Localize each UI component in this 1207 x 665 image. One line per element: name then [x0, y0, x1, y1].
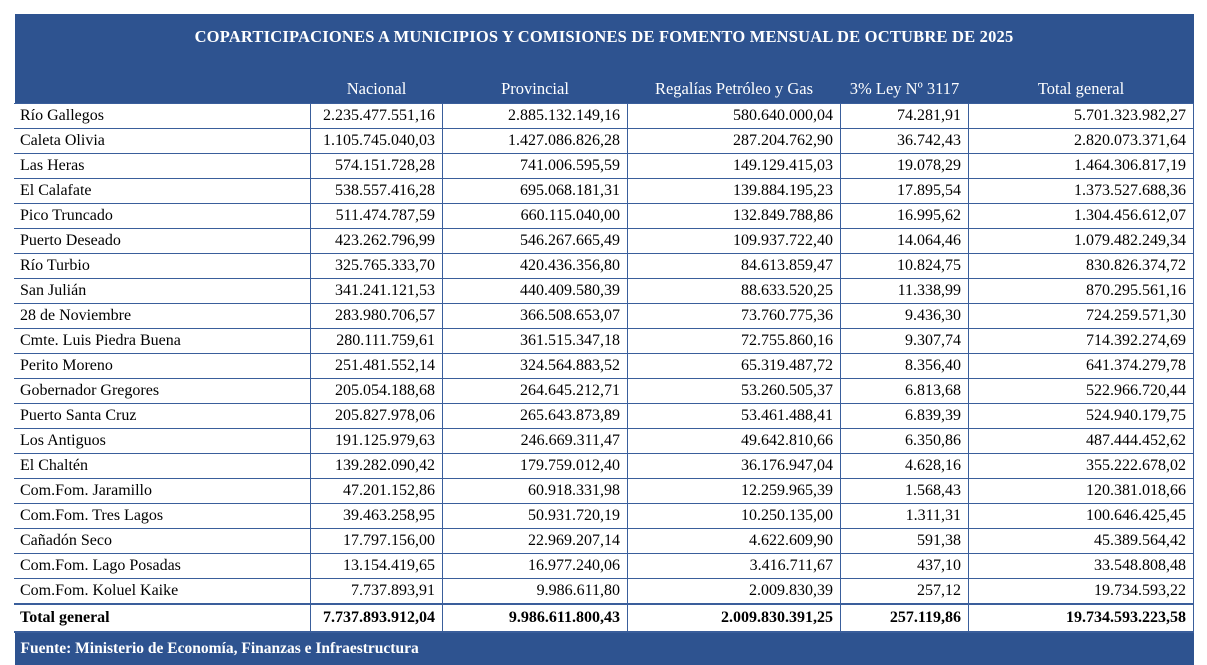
row-value-ley3117: 74.281,91: [841, 104, 969, 129]
row-locality-name: Caleta Olivia: [15, 129, 311, 154]
row-value-provincial: 546.267.665,49: [443, 229, 628, 254]
column-header-row: [15, 61, 1194, 104]
row-value-provincial: 440.409.580,39: [443, 279, 628, 304]
row-value-nacional: 511.474.787,59: [311, 204, 443, 229]
row-value-ley3117: 10.824,75: [841, 254, 969, 279]
row-value-nacional: 191.125.979,63: [311, 429, 443, 454]
row-locality-name: Com.Fom. Jaramillo: [15, 479, 311, 504]
row-value-regalias: 109.937.722,40: [628, 229, 841, 254]
row-value-regalias: 132.849.788,86: [628, 204, 841, 229]
row-value-provincial: 60.918.331,98: [443, 479, 628, 504]
row-locality-name: Río Turbio: [15, 254, 311, 279]
table-row: [15, 304, 1194, 329]
row-value-regalias: 36.176.947,04: [628, 454, 841, 479]
table-row: [15, 379, 1194, 404]
page-title: COPARTICIPACIONES A MUNICIPIOS Y COMISIONES DE FOMENTO MENSUAL DE OCTUBRE DE 2025: [194, 27, 1014, 46]
row-value-total: 1.373.527.688,36: [969, 179, 1194, 204]
row-value-regalias: 2.009.830,39: [628, 579, 841, 605]
row-value-total: 120.381.018,66: [969, 479, 1194, 504]
row-value-nacional: 341.241.121,53: [311, 279, 443, 304]
table-row: [15, 229, 1194, 254]
row-locality-name: Las Heras: [15, 154, 311, 179]
row-value-nacional: 39.463.258,95: [311, 504, 443, 529]
row-value-regalias: 149.129.415,03: [628, 154, 841, 179]
column-header-provincial: Provincial: [443, 61, 628, 104]
row-value-regalias: 72.755.860,16: [628, 329, 841, 354]
table-row: [15, 529, 1194, 554]
row-value-ley3117: 6.839,39: [841, 404, 969, 429]
row-value-ley3117: 9.436,30: [841, 304, 969, 329]
row-value-regalias: 53.461.488,41: [628, 404, 841, 429]
row-value-provincial: 324.564.883,52: [443, 354, 628, 379]
row-value-nacional: 423.262.796,99: [311, 229, 443, 254]
row-value-regalias: 139.884.195,23: [628, 179, 841, 204]
row-value-ley3117: 591,38: [841, 529, 969, 554]
total-value-regalias: 2.009.830.391,25: [628, 604, 841, 632]
row-value-provincial: 420.436.356,80: [443, 254, 628, 279]
row-locality-name: San Julián: [15, 279, 311, 304]
table-row: [15, 579, 1194, 605]
row-value-nacional: 13.154.419,65: [311, 554, 443, 579]
row-value-provincial: 660.115.040,00: [443, 204, 628, 229]
row-value-ley3117: 9.307,74: [841, 329, 969, 354]
row-locality-name: Los Antiguos: [15, 429, 311, 454]
row-locality-name: Pico Truncado: [15, 204, 311, 229]
row-locality-name: Puerto Deseado: [15, 229, 311, 254]
row-value-nacional: 205.827.978,06: [311, 404, 443, 429]
row-value-regalias: 10.250.135,00: [628, 504, 841, 529]
row-value-ley3117: 257,12: [841, 579, 969, 605]
row-value-total: 487.444.452,62: [969, 429, 1194, 454]
row-value-regalias: 65.319.487,72: [628, 354, 841, 379]
coparticipaciones-table-container: [14, 14, 1193, 665]
row-value-provincial: 361.515.347,18: [443, 329, 628, 354]
row-value-nacional: 2.235.477.551,16: [311, 104, 443, 129]
table-row: [15, 129, 1194, 154]
row-value-total: 1.079.482.249,34: [969, 229, 1194, 254]
row-value-total: 33.548.808,48: [969, 554, 1194, 579]
row-value-total: 1.464.306.817,19: [969, 154, 1194, 179]
report-title-cell: [15, 14, 1194, 61]
row-locality-name: Gobernador Gregores: [15, 379, 311, 404]
row-value-regalias: 73.760.775,36: [628, 304, 841, 329]
row-value-total: 355.222.678,02: [969, 454, 1194, 479]
source-note: Fuente: Ministerio de Economía, Finanzas e Infraestructura: [15, 632, 1194, 665]
row-value-total: 830.826.374,72: [969, 254, 1194, 279]
row-value-ley3117: 17.895,54: [841, 179, 969, 204]
row-value-ley3117: 4.628,16: [841, 454, 969, 479]
row-value-nacional: 325.765.333,70: [311, 254, 443, 279]
table-row: [15, 154, 1194, 179]
report-title-row: [15, 14, 1194, 61]
table-row: [15, 354, 1194, 379]
row-value-total: 19.734.593,22: [969, 579, 1194, 605]
table-row: [15, 479, 1194, 504]
row-locality-name: Cañadón Seco: [15, 529, 311, 554]
row-value-ley3117: 1.568,43: [841, 479, 969, 504]
row-value-total: 1.304.456.612,07: [969, 204, 1194, 229]
row-value-provincial: 22.969.207,14: [443, 529, 628, 554]
row-value-total: 724.259.571,30: [969, 304, 1194, 329]
table-row: [15, 254, 1194, 279]
total-value-total: 19.734.593.223,58: [969, 604, 1194, 632]
row-value-provincial: 50.931.720,19: [443, 504, 628, 529]
row-value-ley3117: 19.078,29: [841, 154, 969, 179]
table-row: [15, 204, 1194, 229]
row-value-regalias: 287.204.762,90: [628, 129, 841, 154]
row-value-regalias: 3.416.711,67: [628, 554, 841, 579]
total-row-label: Total general: [15, 604, 311, 632]
row-value-provincial: 1.427.086.826,28: [443, 129, 628, 154]
row-locality-name: 28 de Noviembre: [15, 304, 311, 329]
row-locality-name: Río Gallegos: [15, 104, 311, 129]
row-value-provincial: 9.986.611,80: [443, 579, 628, 605]
row-value-provincial: 246.669.311,47: [443, 429, 628, 454]
row-value-provincial: 179.759.012,40: [443, 454, 628, 479]
row-value-nacional: 205.054.188,68: [311, 379, 443, 404]
row-value-ley3117: 1.311,31: [841, 504, 969, 529]
row-value-ley3117: 14.064,46: [841, 229, 969, 254]
row-value-regalias: 49.642.810,66: [628, 429, 841, 454]
total-value-provincial: 9.986.611.800,43: [443, 604, 628, 632]
coparticipaciones-table: [14, 14, 1194, 665]
table-row: [15, 404, 1194, 429]
row-value-nacional: 538.557.416,28: [311, 179, 443, 204]
row-locality-name: El Calafate: [15, 179, 311, 204]
row-locality-name: Com.Fom. Koluel Kaike: [15, 579, 311, 605]
row-value-provincial: 265.643.873,89: [443, 404, 628, 429]
table-row: [15, 429, 1194, 454]
column-header-total: Total general: [969, 61, 1194, 104]
row-value-nacional: 7.737.893,91: [311, 579, 443, 605]
row-value-nacional: 47.201.152,86: [311, 479, 443, 504]
row-value-total: 870.295.561,16: [969, 279, 1194, 304]
row-value-total: 100.646.425,45: [969, 504, 1194, 529]
row-value-total: 524.940.179,75: [969, 404, 1194, 429]
row-value-regalias: 88.633.520,25: [628, 279, 841, 304]
column-header-nacional: Nacional: [311, 61, 443, 104]
row-value-nacional: 17.797.156,00: [311, 529, 443, 554]
table-total-row: [15, 604, 1194, 632]
total-value-ley3117: 257.119,86: [841, 604, 969, 632]
table-row: [15, 104, 1194, 129]
row-value-ley3117: 6.350,86: [841, 429, 969, 454]
table-row: [15, 504, 1194, 529]
row-value-total: 45.389.564,42: [969, 529, 1194, 554]
row-value-ley3117: 11.338,99: [841, 279, 969, 304]
row-value-regalias: 53.260.505,37: [628, 379, 841, 404]
row-locality-name: Cmte. Luis Piedra Buena: [15, 329, 311, 354]
row-value-nacional: 1.105.745.040,03: [311, 129, 443, 154]
row-value-provincial: 2.885.132.149,16: [443, 104, 628, 129]
table-row: [15, 329, 1194, 354]
column-header-blank: [15, 61, 311, 104]
row-locality-name: Puerto Santa Cruz: [15, 404, 311, 429]
row-value-provincial: 741.006.595,59: [443, 154, 628, 179]
row-locality-name: Com.Fom. Lago Posadas: [15, 554, 311, 579]
row-value-nacional: 280.111.759,61: [311, 329, 443, 354]
row-value-ley3117: 6.813,68: [841, 379, 969, 404]
column-header-regalias: Regalías Petróleo y Gas: [628, 61, 841, 104]
row-value-ley3117: 8.356,40: [841, 354, 969, 379]
row-locality-name: Com.Fom. Tres Lagos: [15, 504, 311, 529]
row-value-provincial: 16.977.240,06: [443, 554, 628, 579]
row-value-provincial: 695.068.181,31: [443, 179, 628, 204]
column-header-ley3117: 3% Ley Nº 3117: [841, 61, 969, 104]
row-value-nacional: 139.282.090,42: [311, 454, 443, 479]
table-row: [15, 279, 1194, 304]
row-value-regalias: 4.622.609,90: [628, 529, 841, 554]
row-value-total: 2.820.073.371,64: [969, 129, 1194, 154]
row-value-total: 641.374.279,78: [969, 354, 1194, 379]
total-value-nacional: 7.737.893.912,04: [311, 604, 443, 632]
table-row: [15, 554, 1194, 579]
row-value-provincial: 264.645.212,71: [443, 379, 628, 404]
row-value-regalias: 580.640.000,04: [628, 104, 841, 129]
row-value-ley3117: 437,10: [841, 554, 969, 579]
table-row: [15, 179, 1194, 204]
row-value-nacional: 283.980.706,57: [311, 304, 443, 329]
row-value-regalias: 12.259.965,39: [628, 479, 841, 504]
row-value-total: 5.701.323.982,27: [969, 104, 1194, 129]
table-row: [15, 454, 1194, 479]
row-value-total: 714.392.274,69: [969, 329, 1194, 354]
row-value-total: 522.966.720,44: [969, 379, 1194, 404]
row-value-ley3117: 36.742,43: [841, 129, 969, 154]
row-value-provincial: 366.508.653,07: [443, 304, 628, 329]
row-value-regalias: 84.613.859,47: [628, 254, 841, 279]
row-value-nacional: 574.151.728,28: [311, 154, 443, 179]
row-locality-name: Perito Moreno: [15, 354, 311, 379]
row-locality-name: El Chaltén: [15, 454, 311, 479]
row-value-ley3117: 16.995,62: [841, 204, 969, 229]
row-value-nacional: 251.481.552,14: [311, 354, 443, 379]
